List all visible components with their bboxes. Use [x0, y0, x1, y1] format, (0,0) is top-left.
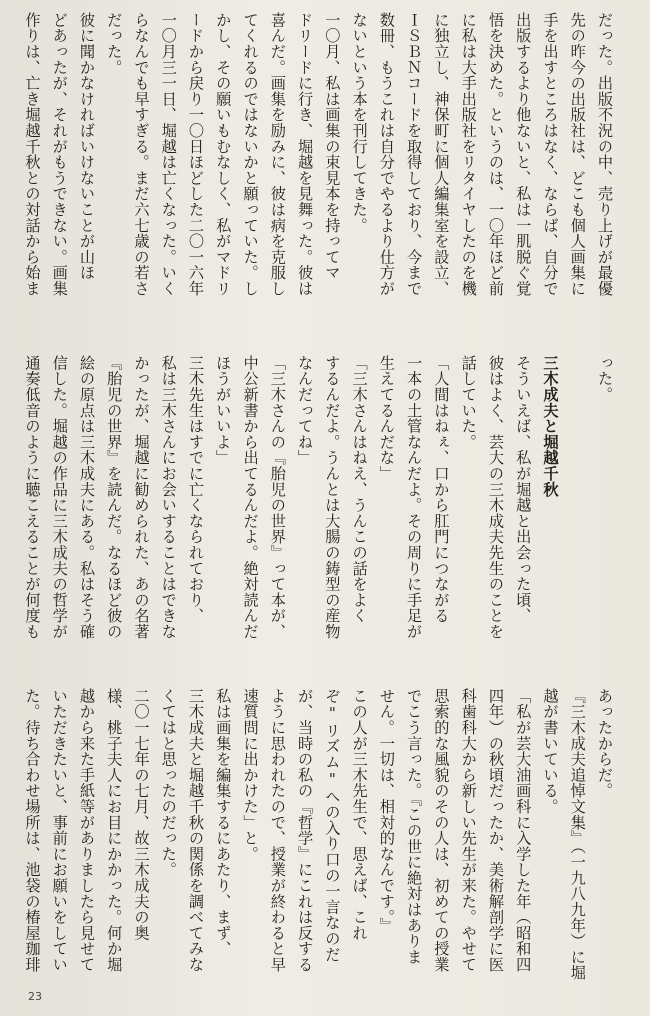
text-column: 彼はよく、芸大の三木成夫先生のことを — [486, 355, 505, 640]
text-column: 一〇月三一日、堀越は亡くなった。いく — [159, 12, 178, 297]
text-column: 先の昨今の出版社は、どこも個人画集に — [568, 12, 587, 297]
text-column: ように思われたので、授業が終わると早 — [268, 688, 287, 973]
column-gap — [565, 355, 592, 665]
text-column: に独立し、神保町に個人編集室を設立、 — [432, 12, 451, 297]
text-column: た。待ち合わせ場所は、池袋の椿屋珈琲 — [23, 688, 42, 973]
text-column: でこう言った。『この世に絶対はありま — [405, 688, 424, 965]
text-column: いただきたいと、事前にお願いをしてい — [50, 688, 69, 973]
text-column: するんだよ。うんとは大腸の鋳型の産物 — [323, 355, 342, 640]
text-column: 『三木成夫追悼文集』（一九八九年）に堀 — [568, 688, 587, 981]
section-heading: 三木成夫と堀越千秋 — [541, 355, 560, 498]
text-column: 三木先生はすでに亡くなられており、 — [187, 355, 206, 624]
text-column: 出版するより他ないと、私は一肌脱ぐ覚 — [514, 12, 533, 297]
text-column: 「私が芸大油画科に入学した年（昭和四 — [514, 688, 533, 973]
text-column: だった。出版不況の中、売り上げが最優 — [596, 12, 614, 297]
text-column: せん。一切は、相対的なんです。』 — [377, 688, 396, 934]
text-band-middle — [20, 355, 620, 665]
text-column: 科歯科大から新しい先生が来た。やせて — [459, 688, 478, 973]
text-column: 私は画集を編集するにあたり、まず、 — [214, 688, 233, 957]
text-column: この人が三木先生で、思えば、これ — [350, 688, 369, 941]
text-column: 二〇一七年の七月、故三木成夫の奥 — [132, 688, 151, 941]
text-column: ドリードに行き、堀越を見舞った。彼は — [296, 12, 315, 297]
text-column: 越から来た手紙等がありましたら見せて — [77, 688, 96, 973]
text-column: 通奏低音のように聴こえることが何度も — [23, 355, 42, 640]
text-column: かし、その願いもむなしく、私がマドリ — [214, 12, 233, 297]
text-column: ないという本を刊行してきた。 — [350, 12, 369, 234]
text-column: が、当時の私の『哲学』にこれは反する — [296, 688, 315, 973]
text-column: 絵の原点は三木成夫にある。私はそう確 — [77, 355, 96, 640]
text-column: 生えてるんだな」 — [377, 355, 396, 482]
text-column: あったからだ。 — [596, 688, 614, 799]
text-column: かったが、堀越に勧められた、あの名著 — [132, 355, 151, 640]
text-column: 「人間はねぇ、口から肛門につながる — [432, 355, 451, 624]
text-column: に私は大手出版社をリタイヤしたのを機 — [459, 12, 478, 297]
text-column: 喜んだ。画集を励みに、彼は病を克服し — [268, 12, 287, 297]
text-column: 速質問に出かけた」と。 — [241, 688, 260, 862]
text-column: 「三木さんはねえ、うんこの話をよく — [350, 355, 369, 624]
text-column: 一〇月、私は画集の束見本を持ってマ — [323, 12, 342, 281]
text-column: 『胎児の世界』を読んだ。なるほど彼の — [105, 355, 124, 640]
text-column: ＩＳＢＮコードを取得しており、今まで — [405, 12, 424, 297]
text-column: 四年）の秋頃だったか、美術解剖学に医 — [486, 688, 505, 973]
text-column: 悟を決めた。というのは、一〇年ほど前 — [486, 12, 505, 297]
text-column: ほうがいいよ」 — [214, 355, 233, 466]
text-column: 私は三木さんにお会いすることはできな — [159, 355, 178, 640]
text-column: 数冊、もうこれは自分でやるより仕方が — [377, 12, 396, 297]
text-column-trailing: った。 — [596, 355, 614, 403]
page-number: 23 — [28, 990, 42, 1003]
text-column: らなんでも早すぎる。まだ六七歳の若さ — [132, 12, 151, 297]
text-column: 様、桃子夫人にお目にかかった。何か堀 — [105, 688, 124, 973]
text-column: ぞ"リズム"への入り口の一言なのだ — [323, 688, 342, 963]
text-column: どあったが、それがもうできない。画集 — [50, 12, 69, 297]
text-column: てくれるのではないかと願っていた。し — [241, 12, 260, 297]
text-column: 話していた。 — [459, 355, 478, 450]
text-column: 彼に聞かなければいけないことが山ほ — [77, 12, 96, 281]
text-column: なんだってね」 — [296, 355, 315, 466]
text-band-top — [20, 12, 620, 330]
text-column: くてはと思ったのだった。 — [159, 688, 178, 878]
text-column: 手を出すところはなく、ならば、自分で — [541, 12, 560, 297]
text-column: 一本の土管なんだよ。その周りに手足が — [405, 355, 424, 640]
text-column: だった。 — [105, 12, 124, 76]
text-column: 作りは、亡き堀越千秋との対話から始ま — [23, 12, 42, 297]
text-column: ードから戻り一〇日ほどした二〇一六年 — [187, 12, 206, 297]
text-column: そういえば、私が堀越と出会った頃、 — [514, 355, 533, 624]
text-column: 中公新書から出てるんだよ。絶対読んだ — [241, 355, 260, 640]
text-column: 信した。堀越の作品に三木成夫の哲学が — [50, 355, 69, 640]
text-column: 三木成夫と堀越千秋の関係を調べてみな — [187, 688, 206, 973]
text-column: 思索的な風貌のその人は、初めての授業 — [432, 688, 451, 973]
text-column: 越が書いている。 — [541, 688, 560, 815]
text-band-bottom — [20, 688, 620, 988]
text-column: 「三木さんの『胎児の世界』って本が、 — [268, 355, 287, 640]
